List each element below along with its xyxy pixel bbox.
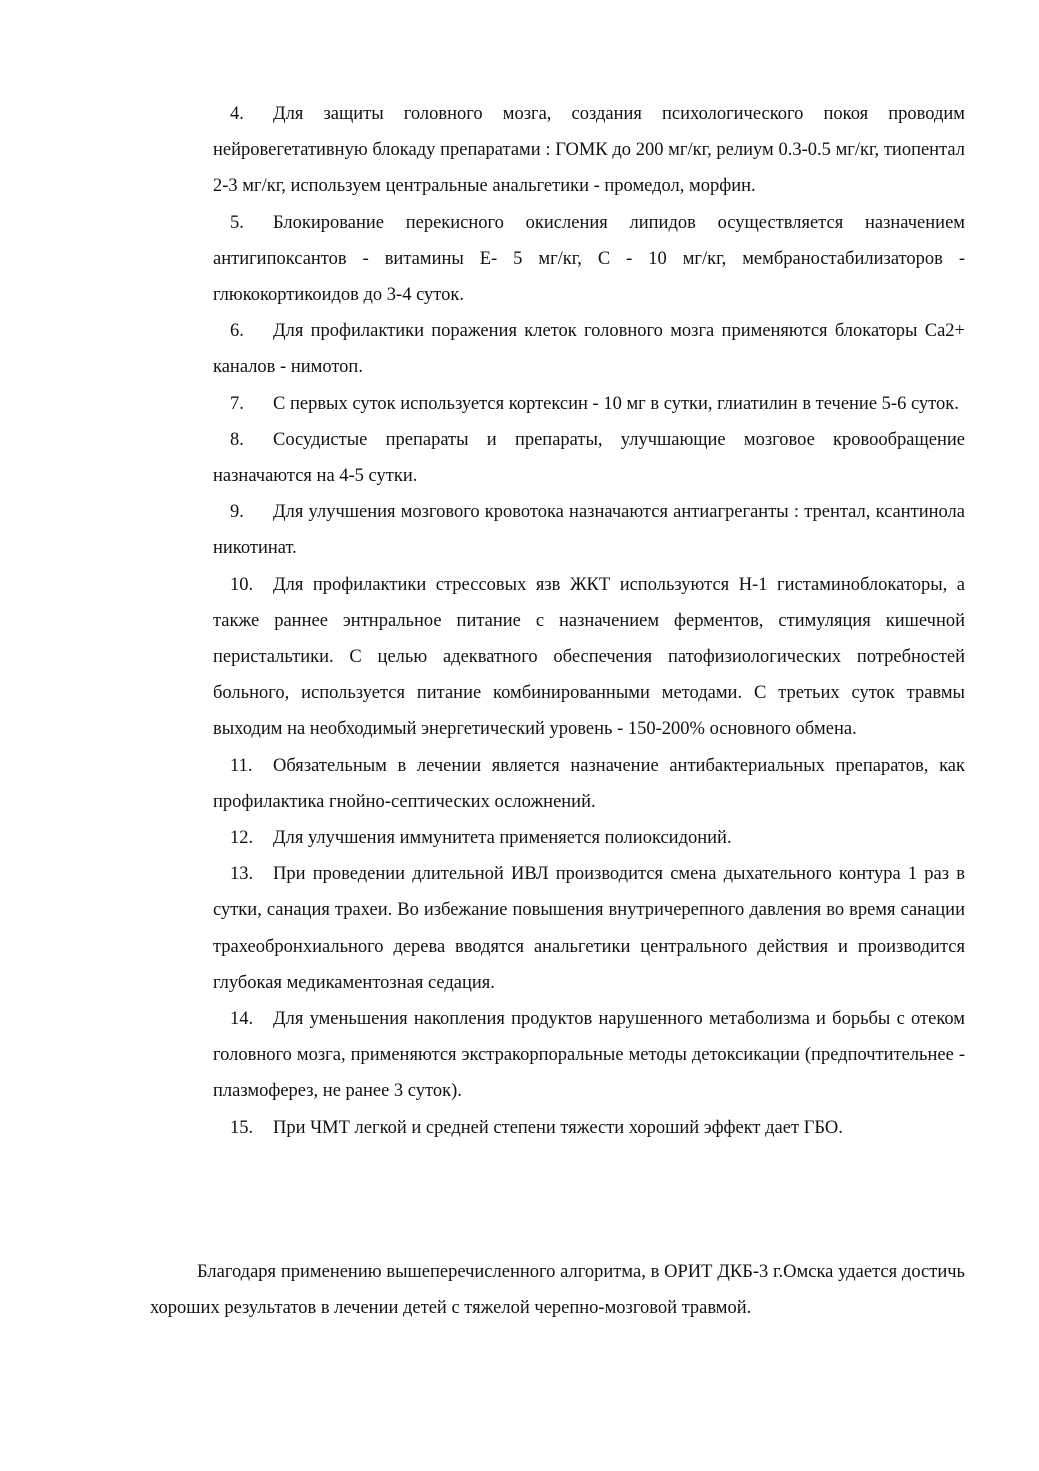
list-item-number: 10.	[230, 574, 254, 595]
list-item	[213, 1001, 965, 1110]
list-item-text: С первых суток используется кортексин - 10 мг в сутки, глиатилин в течение 5-6 суток.	[273, 393, 959, 414]
list-item-text: При ЧМТ легкой и средней степени тяжести хороший эффект дает ГБО.	[273, 1117, 843, 1138]
list-item-number: 14.	[230, 1009, 254, 1030]
list-item	[213, 856, 965, 1001]
list-item	[213, 494, 965, 566]
list-item-text: Для профилактики стрессовых язв ЖКТ используются Н-1 гистаминоблокаторы, а также раннее энтнральное питание с назначением ферментов, стимуляция кишечной перистальтики. С целью адекватного обеспечения патофизиологических потребностей больного, используется питание комбинированными методами. С третьих суток травмы выходим на необходимый энергетический уровень - 150-200% основного обмена.	[213, 574, 965, 740]
list-item	[213, 748, 965, 820]
numbered-list	[213, 96, 965, 1146]
list-item-number: 11.	[230, 755, 253, 776]
list-item-text: Для защиты головного мозга, создания психологического покоя проводим нейровегетативную блокаду препаратами : ГОМК до 200 мг/кг, релиум 0.3-0.5 мг/кг, тиопентал 2-3 мг/кг, используем центральные анальгетики - промедол, морфин.	[213, 104, 965, 197]
list-item-text: Для профилактики поражения клеток головного мозга применяются блокаторы Са2+ каналов - нимотоп.	[213, 321, 965, 378]
list-item	[213, 567, 965, 748]
list-item-number: 9.	[230, 502, 244, 523]
list-item-number: 6.	[230, 321, 244, 342]
list-item-text: Для улучшения иммунитета применяется полиоксидоний.	[273, 828, 732, 849]
list-item-number: 12.	[230, 828, 254, 849]
list-item-text: Блокирование перекисного окисления липидов осуществляется назначением антигипоксантов - витамины Е- 5 мг/кг, С - 10 мг/кг, мембраностабилизаторов - глюкокортикоидов до 3-4 суток.	[213, 212, 965, 306]
list-item-text: Для уменьшения накопления продуктов нарушенного метаболизма и борьбы с отеком головного мозга, применяются экстракорпоральные методы детоксикации (предпочтительнее - плазмоферез, не ранее 3 суток).	[213, 1009, 965, 1102]
list-item	[213, 96, 965, 205]
list-item-text: При проведении длительной ИВЛ производится смена дыхательного контура 1 раз в сутки, санация трахеи. Во избежание повышения внутричерепного давления во время санации трахеобронхиального дерева вводятся анальгетики центрального действия и производится глубокая медикаментозная седация.	[213, 864, 965, 993]
list-item-text: Обязательным в лечении является назначение антибактериальных препаратов, как профилактика гнойно-септических осложнений.	[213, 755, 965, 812]
list-item-text: Сосудистые препараты и препараты, улучшающие мозговое кровообращение назначаются на 4-5 сутки.	[213, 429, 965, 487]
list-item	[213, 422, 965, 494]
list-item	[213, 820, 965, 856]
list-item-text: Для улучшения мозгового кровотока назначаются антиагреганты : трентал, ксантинола никотинат.	[213, 502, 965, 559]
list-item	[213, 386, 965, 422]
list-item-number: 5.	[230, 212, 244, 233]
list-item	[213, 1110, 965, 1146]
list-item	[213, 205, 965, 314]
list-item-number: 13.	[230, 864, 254, 885]
list-item-number: 8.	[230, 429, 244, 450]
list-item-number: 7.	[230, 393, 244, 414]
list-item-number: 4.	[230, 104, 244, 124]
list-item	[213, 313, 965, 385]
closing-paragraph: Благодаря применению вышеперечисленного алгоритма, в ОРИТ ДКБ-3 г.Омска удается достичь хороших результатов в лечении детей с тяжелой черепно-мозговой травмой.	[150, 1262, 965, 1319]
list-item-number: 15.	[230, 1117, 254, 1138]
